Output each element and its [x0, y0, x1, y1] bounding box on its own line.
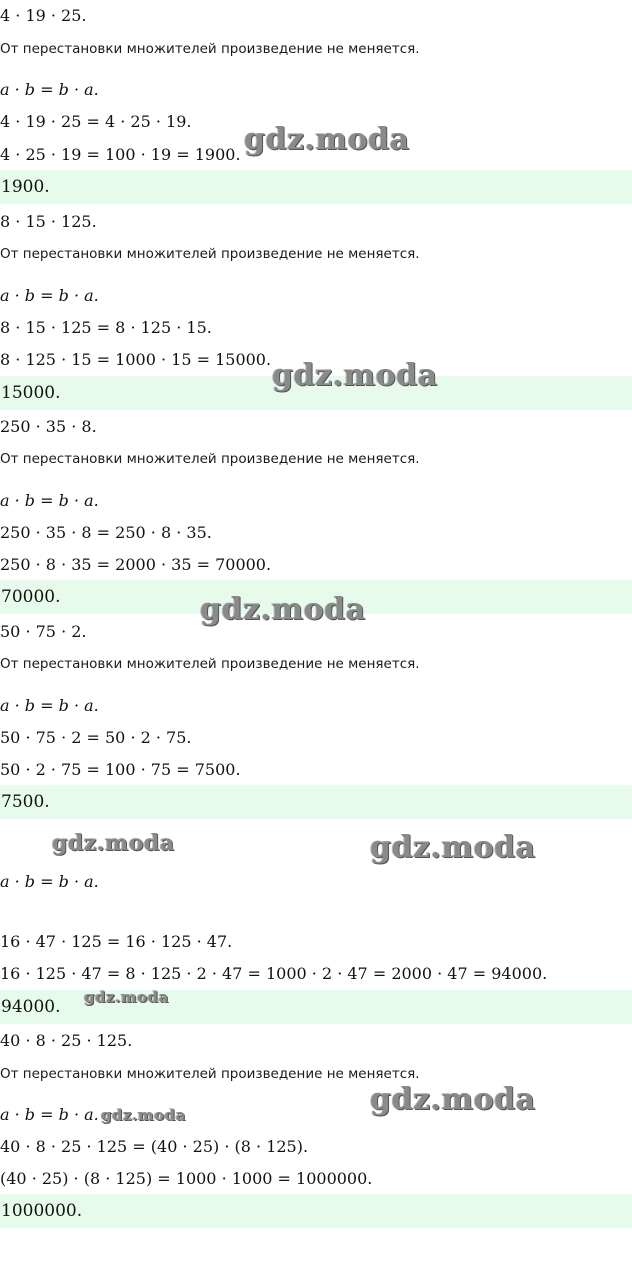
answer-6: 1000000. [0, 1194, 632, 1228]
law-5: a · b = b · a. [0, 872, 99, 891]
law-3: a · b = b · a. [0, 491, 99, 510]
step1-1: 4 · 19 · 25 = 4 · 25 · 19. [0, 112, 192, 131]
watermark-5: gdz.moda [370, 830, 536, 865]
answer-4: 7500. [0, 785, 632, 819]
rule-text-1: От перестановки множителей произведение не меняется. [0, 41, 420, 57]
step2-4: 50 · 2 · 75 = 100 · 75 = 7500. [0, 760, 241, 779]
step2-6: (40 · 25) · (8 · 125) = 1000 · 1000 = 1000000. [0, 1169, 373, 1188]
watermark-7: gdz.moda [370, 1082, 536, 1117]
expression-6: 40 · 8 · 25 · 125. [0, 1031, 133, 1050]
step1-4: 50 · 75 · 2 = 50 · 2 · 75. [0, 728, 192, 747]
answer-1: 1900. [0, 170, 632, 204]
step2-3: 250 · 8 · 35 = 2000 · 35 = 70000. [0, 555, 272, 574]
rule-text-3: От перестановки множителей произведение не меняется. [0, 451, 420, 467]
law-6: a · b = b · a. [0, 1105, 99, 1124]
step2-5: 16 · 125 · 47 = 8 · 125 · 2 · 47 = 1000 · 2 · 47 = 2000 · 47 = 94000. [0, 964, 548, 983]
step1-3: 250 · 35 · 8 = 250 · 8 · 35. [0, 523, 212, 542]
rule-text-6: От перестановки множителей произведение не меняется. [0, 1066, 420, 1082]
law-1: a · b = b · a. [0, 80, 99, 99]
answer-3: 70000. [0, 580, 632, 614]
expression-4: 50 · 75 · 2. [0, 622, 87, 641]
law-2: a · b = b · a. [0, 286, 99, 305]
expression-3: 250 · 35 · 8. [0, 417, 97, 436]
law-4: a · b = b · a. [0, 696, 99, 715]
watermark-2: gdz.moda [272, 358, 438, 393]
cropped-line [0, 818, 632, 824]
step2-2: 8 · 125 · 15 = 1000 · 15 = 15000. [0, 350, 272, 369]
step2-1: 4 · 25 · 19 = 100 · 19 = 1900. [0, 145, 241, 164]
watermark-6: gdz.moda [84, 988, 169, 1006]
answer-5: 94000. [0, 990, 632, 1024]
rule-text-4: От перестановки множителей произведение не меняется. [0, 656, 420, 672]
rule-text-2: От перестановки множителей произведение не меняется. [0, 246, 420, 262]
watermark-4: gdz.moda [52, 830, 175, 856]
watermark-1: gdz.moda [244, 122, 410, 157]
watermark-3: gdz.moda [200, 592, 366, 627]
expression-1: 4 · 19 · 25. [0, 6, 87, 25]
step1-2: 8 · 15 · 125 = 8 · 125 · 15. [0, 318, 212, 337]
answer-2: 15000. [0, 376, 632, 410]
step1-5: 16 · 47 · 125 = 16 · 125 · 47. [0, 932, 233, 951]
step1-6: 40 · 8 · 25 · 125 = (40 · 25) · (8 · 125). [0, 1137, 309, 1156]
watermark-8: gdz.moda [101, 1106, 186, 1124]
expression-2: 8 · 15 · 125. [0, 212, 97, 231]
